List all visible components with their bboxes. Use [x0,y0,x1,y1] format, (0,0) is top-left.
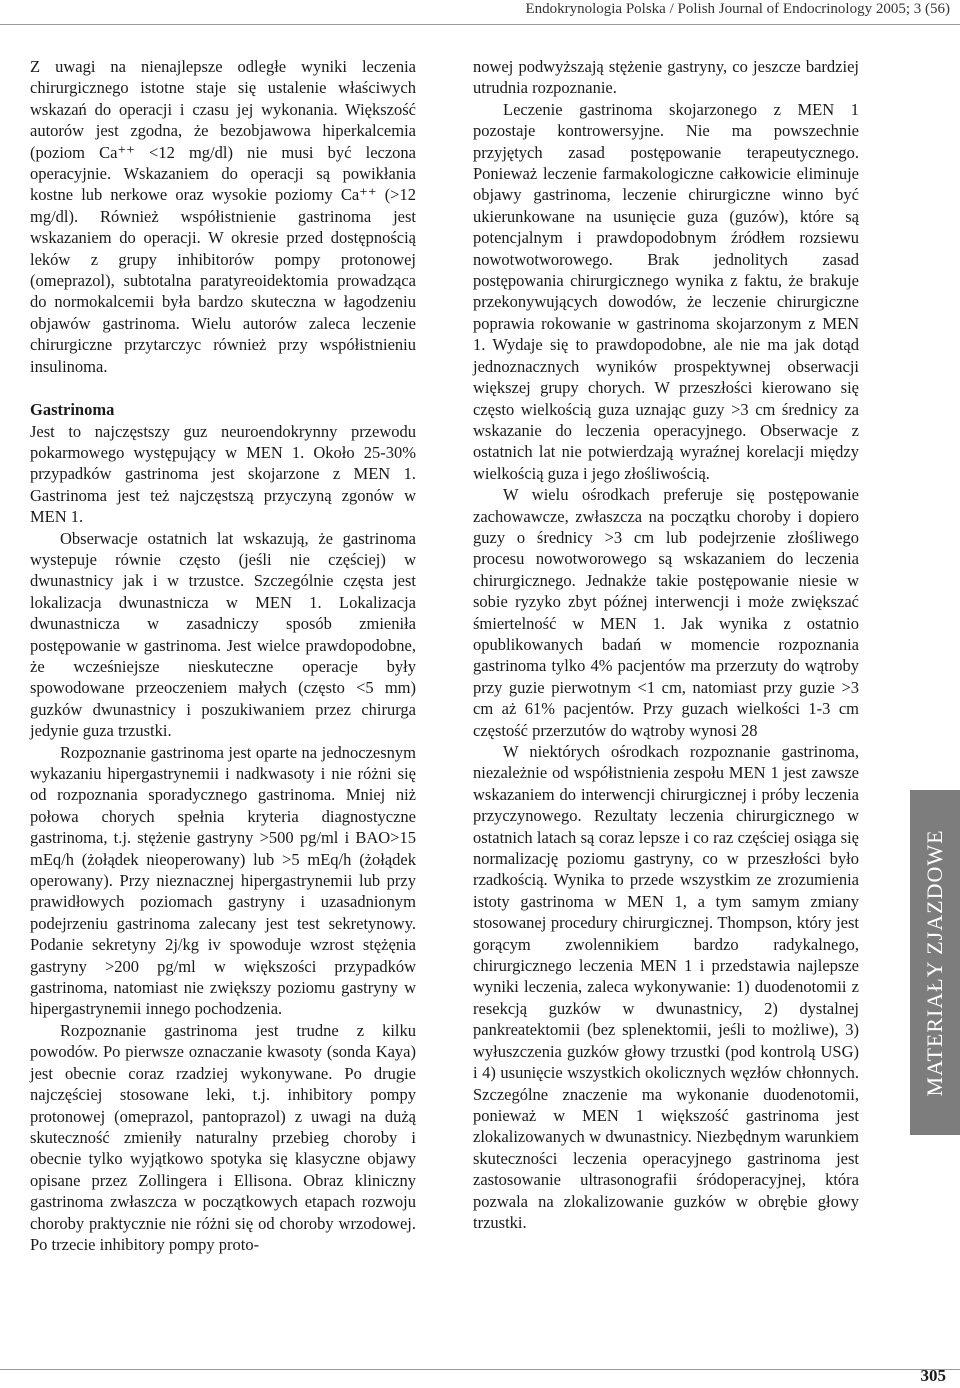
paragraph-gastrinoma-intro: Jest to najczęstszy guz neuroendokrynny przewodu pokarmowego występujący w MEN 1. Około 25-30% przypadków gastrinoma jest skojarzone z MEN 1. Gastrinoma jest też najczęstszą przyczyną zgonów w MEN 1. [30,421,416,527]
paragraph-localization: Obserwacje ostatnich lat wskazują, że gastrinoma wystepuje równie często (jeśli nie częściej) w dwunastnicy jak i w trzustce. Szczególnie częsta jest lokalizacja dwunastnicza w MEN 1. Lokalizacja dwunastnicza w zasadniczy sposób zmieniła postępowanie w gastrinoma. Jest wielce prawdopodobne, że wcześniejsze nieskuteczne operacje były spowodowane przeoczeniem małych (często <5 mm) guzków dwunastnicy i poszukiwaniem przez chirurga jedynie guza trzustki. [30,528,416,741]
section-heading-gastrinoma: Gastrinoma [30,400,115,420]
paragraph-treatment-controversy: Leczenie gastrinoma skojarzonego z MEN 1 pozostaje kontrowersyjne. Nie ma powszechnie przyjętych zasad postępowanie terapeutycznego. Ponieważ leczenie farmakologiczne całkowicie eliminuje objawy gastrinoma, leczenie chirurgiczne winno być ukierunkowane na usunięcie guza (guzów), które są potencjalnym i prawdopodobnym źródłem rozsiewu nowotwotworowego. Brak jednolitych zasad postępowania chirurgicznego wynika z faktu, że brakuje przekonywujących dowodów, że leczenie chirurgiczne poprawia rokowanie w gastrinoma skojarzonym z MEN 1. Wydaje się to prawdopodobne, ale nie ma jak dotąd jednoznacznych wyników prospektywnej obserwacji większej grupy chorych. W przeszłości kierowano się często wielkością guza uznając guzy >3 cm średnicy za wskazanie do leczenia operacyjnego. Obserwacje z ostatnich lat nie potwierdzają wyraźnej korelacji między wielkością guza i jego złośliwością. [473,99,859,483]
paragraph-surgical-approach: W niektórych ośrodkach rozpoznanie gastrinoma, niezależnie od współistnienia zespołu MEN 1 jest zawsze wskazaniem do interwencji chirurgicznej i próby leczenia przyczynowego. Rezultaty leczenia chirurgicznego w ostatnich latach są coraz lepsze i co raz częściej osiąga się normalizację poziomu gastryny, co w przeszłości było rzadkością. Wynika to przede wszystkim ze zrozumienia istoty gastrinoma w MEN 1, a tym samym zmiany stosowanej procedury chirurgicznej. Thompson, który jest gorącym zwolennikiem bardzo radykalnego, chirurgicznego leczenia MEN 1 i przedstawia najlepsze wyniki leczenia, zaleca wykonywanie: 1) duodenotomii z resekcją guzków w dwunastnicy, 2) dystalnej pankreatektomii (bez splenektomii, jeśli to możliwe), 3) wyłuszczenia guzków głowy trzustki (pod kontrolą USG) i 4) usunięcie wszystkich okolicznych węzłów chłonnych. Szczególne znaczenie ma wykonanie duodenotomii, ponieważ w MEN 1 większość gastrinoma jest zlokalizowanych w dwunastnicy. Niezbędnym warunkiem skuteczności leczenia operacyjnego gastrinoma jest zastosowanie ultrasonografii śródoperacyjnej, która pozwala na zlokalizowanie guzków w obrębie głowy trzustki. [473,742,859,1232]
page-number: 305 [920,1366,946,1385]
running-header: Endokrynologia Polska / Polish Journal of Endocrinology 2005; 3 (56) [525,1,950,17]
left-column [30,56,416,1255]
right-column [473,56,859,1233]
section-sidebar-tab [910,790,960,1135]
paragraph-continuation: nowej podwyższają stężenie gastryny, co jeszcze bardziej utrudnia rozpoznanie. [473,57,859,98]
paragraph-indications: Z uwagi na nienajlepsze odległe wyniki leczenia chirurgicznego istotne staje się ustalenie właściwych wskazań do operacji i czasu jej wykonania. Większość autorów jest zgodna, że bezobjawowa hiperkalcemia (poziom Ca⁺⁺ <12 mg/dl) nie musi być leczona operacyjnie. Wskazaniem do operacji są powikłania kostne lub nerkowe oraz wysokie poziomy Ca⁺⁺ (>12 mg/dl). Również współistnienie gastrinoma jest wskazaniem do operacji. W okresie przed dostępnością leków z grupy inhibitorów pompy protonowej (omeprazol), subtotalna paratyreoidektomia prowadząca do normokalcemii była bardzo skuteczna w łagodzeniu objawów gastrinoma. Wielu autorów zaleca leczenie chirurgiczne przytarczyc również przy współistnieniu insulinoma. [30,57,416,376]
footer-divider [0,1369,960,1370]
paragraph-conservative-approach: W wielu ośrodkach preferuje się postępowanie zachowawcze, zwłaszcza na początku choroby i dopiero guzy o średnicy >3 cm lub podejrzenie złośliwego procesu nowotworowego są wskazaniem do leczenia chirurgicznego. Jednakże takie postępowanie niesie w sobie ryzyko zbyt późnej interwencji i może zwiększać śmiertelność w MEN 1. Jak wynika z ostatnio opublikowanych badań w momencie rozpoznania gastrinoma tylko 4% pacjentów ma przerzuty do wątroby przy guzie pierwotnym <1 cm, natomiast przy guzie >3 cm aż 61% pacjentów. Przy guzach wielkości 1-3 cm częstość przerzutów do wątroby wynosi 28 [473,485,859,740]
header-divider [0,24,960,25]
paragraph-diagnosis-difficulty: Rozpoznanie gastrinoma jest trudne z kilku powodów. Po pierwsze oznaczanie kwasoty (sonda Kaya) jest obecnie coraz rzadziej wykonywane. Po drugie najczęściej stosowane leki, t.j. inhibitory pompy protonowej (omeprazol, pantoprazol) z uwagi na dużą skuteczność zmieniły naturalny przebieg choroby i obecnie tylko wyjątkowo spotyka się klasyczne objawy opisane przez Zollingera i Ellisona. Obraz kliniczny gastrinoma zwłaszcza w początkowych etapach rozwoju choroby praktycznie nie różni się od choroby wrzodowej. Po trzecie inhibitory pompy proto- [30,1020,416,1254]
paragraph-diagnosis: Rozpoznanie gastrinoma jest oparte na jednoczesnym wykazaniu hipergastrynemii i nadkwasoty i nie różni się od rozpoznania sporadycznego gastrinoma. Mniej niż połowa chorych spełnia kryteria diagnostyczne gastrinoma, t.j. stężenie gastryny >500 pg/ml i BAO>15 mEq/h (żołądek nieoperowany) lub >5 mEq/h (żołądek operowany). Przy nieznacznej hipergastrynemii lub przy prawidłowych poziomach gastryny i uzasadnionym podejrzeniu gastrinoma zalecany jest test sekretynowy. Podanie sekretyny 2j/kg iv spowoduje wzrost stężęnia gastryny >200 pg/ml w większości przypadków gastrinoma, natomiast nie zwiększy poziomu gastryny w hipergastrynemii innego pochodzenia. [30,742,416,1019]
sidebar-label: MATERIAŁY ZJAZDOWE [922,828,947,1097]
